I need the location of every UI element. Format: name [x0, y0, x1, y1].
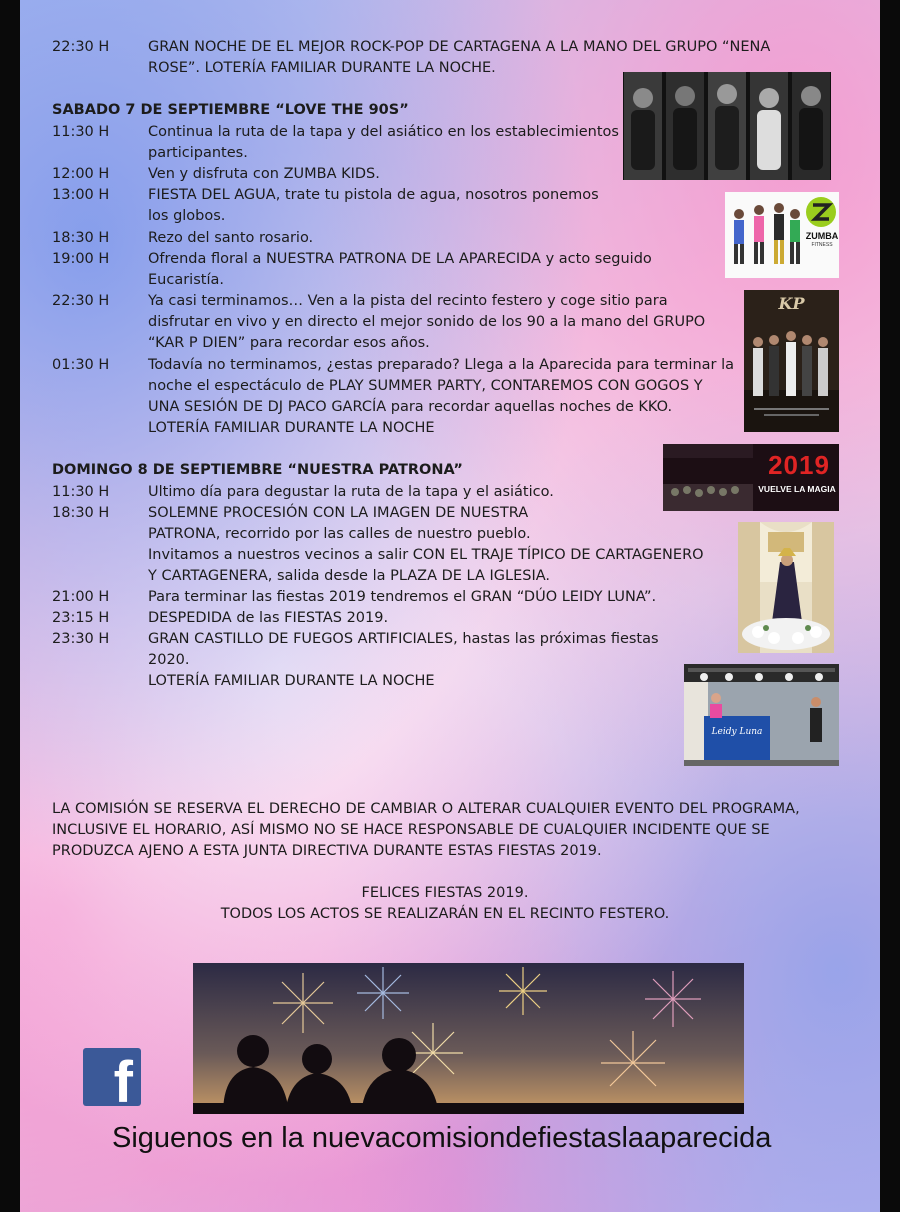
event-line: “KAR P DIEN” para recordar esos años.	[148, 335, 430, 351]
facebook-glyph: f	[113, 1050, 133, 1115]
event-time: 12:00 H	[52, 166, 110, 182]
event-line: noche el espectáculo de PLAY SUMMER PARTY, CONTAREMOS CON GOGOS Y	[148, 378, 703, 394]
leidy-luna-sign: Leidy Luna	[711, 727, 763, 737]
disclaimer-line: INCLUSIVE EL HORARIO, ASÍ MISMO NO SE HACE RESPONSABLE DE CUALQUIER INCIDENTE QUE SE	[52, 822, 770, 838]
magia-title: VUELVE LA MAGIA	[758, 484, 836, 494]
event-line: PATRONA, recorrido por las calles de nuestro pueblo.	[148, 526, 531, 542]
disclaimer-line: LA COMISIÓN SE RESERVA EL DERECHO DE CAMBIAR O ALTERAR CUALQUIER EVENTO DEL PROGRAMA,	[52, 801, 800, 817]
event-line: Todavía no terminamos, ¿estas preparado? Llega a la Aparecida para terminar la	[148, 357, 735, 373]
event-line: Rezo del santo rosario.	[148, 230, 314, 246]
event-time: 18:30 H	[52, 230, 110, 246]
event-line: los globos.	[148, 208, 226, 224]
event-line: Ven y disfruta con ZUMBA KIDS.	[148, 166, 380, 182]
event-line: LOTERÍA FAMILIAR DURANTE LA NOCHE	[148, 420, 435, 436]
event-time: 13:00 H	[52, 187, 110, 203]
fireworks-banner	[193, 963, 744, 1114]
event-line: Ofrenda floral a NUESTRA PATRONA DE LA APARECIDA y acto seguido	[148, 251, 652, 267]
zumba-kids-photo	[725, 192, 839, 278]
event-line: Invitamos a nuestros vecinos a salir CON EL TRAJE TÍPICO DE CARTAGENERO	[148, 547, 704, 563]
event-time: 18:30 H	[52, 505, 110, 521]
event-time: 23:30 H	[52, 631, 110, 647]
recinto-festero-note: TODOS LOS ACTOS SE REALIZARÁN EN EL RECINTO FESTERO.	[220, 906, 670, 922]
disclaimer-line: PRODUZCA AJENO A ESTA JUNTA DIRECTIVA DURANTE ESTAS FIESTAS 2019.	[52, 843, 602, 859]
event-line: FIESTA DEL AGUA, trate tu pistola de agua, nosotros ponemos	[148, 187, 599, 203]
festival-program-page	[20, 0, 880, 1212]
event-line: participantes.	[148, 145, 248, 161]
event-line: Ya casi terminamos… Ven a la pista del recinto festero y coge sitio para	[148, 293, 668, 309]
vuelve-la-magia-banner	[663, 444, 839, 511]
event-time: 11:30 H	[52, 124, 110, 140]
magia-year: 2019	[768, 450, 830, 480]
event-time: 22:30 H	[52, 293, 110, 309]
event-line: Para terminar las fiestas 2019 tendremos el GRAN “DÚO LEIDY LUNA”.	[148, 589, 657, 605]
event-time: 19:00 H	[52, 251, 110, 267]
event-time: 23:15 H	[52, 610, 110, 626]
leidy-luna-stage-photo	[684, 664, 839, 766]
zumba-logo-text: ZUMBA	[805, 231, 839, 241]
event-line: Y CARTAGENERA, salida desde la PLAZA DE LA IGLESIA.	[148, 568, 551, 584]
event-line: DESPEDIDA de las FIESTAS 2019.	[148, 610, 389, 626]
follow-us-text: Siguenos en la nuevacomisiondefiestaslaaparecida	[112, 1122, 772, 1154]
band-photo-nena-rose	[623, 72, 831, 180]
felices-fiestas: FELICES FIESTAS 2019.	[361, 885, 529, 901]
sunday-heading: DOMINGO 8 DE SEPTIEMBRE “NUESTRA PATRONA”	[52, 462, 463, 478]
event-line: UNA SESIÓN DE DJ PACO GARCÍA para recordar aquellas noches de KKO.	[148, 399, 673, 415]
zumba-logo-subtext: FITNESS	[811, 242, 833, 248]
event-line: Continua la ruta de la tapa y del asiático en los establecimientos	[148, 124, 619, 140]
patrona-procession-photo	[738, 522, 834, 653]
event-line: GRAN NOCHE DE EL MEJOR ROCK-POP DE CARTAGENA A LA MANO DEL GRUPO “NENA	[148, 39, 771, 55]
saturday-heading: SABADO 7 DE SEPTIEMBRE “LOVE THE 90S”	[52, 102, 409, 118]
event-time: 22:30 H	[52, 39, 110, 55]
event-line: Ultimo día para degustar la ruta de la tapa y el asiático.	[148, 484, 554, 500]
facebook-icon[interactable]	[83, 1048, 141, 1115]
event-line: GRAN CASTILLO DE FUEGOS ARTIFICIALES, hastas las próximas fiestas	[148, 631, 659, 647]
event-line: ROSE”. LOTERÍA FAMILIAR DURANTE LA NOCHE.	[148, 60, 496, 76]
event-line: Eucaristía.	[148, 272, 224, 288]
event-line: LOTERÍA FAMILIAR DURANTE LA NOCHE	[148, 673, 435, 689]
event-line: SOLEMNE PROCESIÓN CON LA IMAGEN DE NUESTRA	[148, 505, 529, 521]
event-time: 11:30 H	[52, 484, 110, 500]
event-time: 21:00 H	[52, 589, 110, 605]
kar-p-dien-logo: KP	[778, 294, 805, 313]
event-line: disfrutar en vivo y en directo el mejor sonido de los 90 a la mano del GRUPO	[148, 314, 706, 330]
kar-p-dien-band-photo	[744, 290, 839, 432]
event-time: 01:30 H	[52, 357, 110, 373]
event-line: 2020.	[148, 652, 190, 668]
